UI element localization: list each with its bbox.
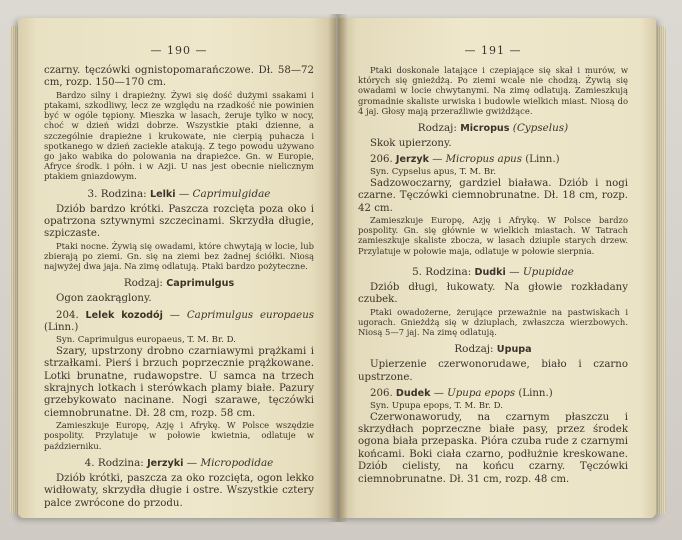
species-latin: Micropus apus bbox=[445, 154, 522, 166]
right-page bbox=[338, 18, 656, 518]
separator: — bbox=[505, 265, 523, 278]
left-page bbox=[18, 18, 336, 518]
separator: — bbox=[183, 456, 201, 469]
left-page-content bbox=[44, 44, 314, 510]
family-name: Jerzyki bbox=[147, 457, 184, 469]
book-gutter bbox=[328, 14, 348, 522]
page-number-right: — 191 — bbox=[464, 44, 522, 57]
paragraph-small: Ptaki doskonale latające i czepiające się skał i murów, w których się gnieżdżą. Po ziemi wcale nie chodzą. Żywią się owadami w locie chwytanymi. Na zimę odlatują. Zamieszkują gromadnie skaliste urwiska i budowle wielkich miast. Niosą do 4 jaj. Głosy mają przeraźliwie gwiżdżące. bbox=[358, 65, 628, 116]
family-heading-jerzyki bbox=[44, 457, 314, 470]
page-number-left: — 190 — bbox=[150, 44, 208, 57]
genus-label: Rodzaj: bbox=[454, 343, 497, 356]
species-name: Dudek bbox=[395, 388, 431, 400]
family-heading-lelki bbox=[44, 188, 314, 201]
species-authority: (Linn.) bbox=[515, 388, 553, 400]
species-authority: (Linn.) bbox=[44, 322, 79, 334]
family-label: 5. Rodzina: bbox=[412, 265, 475, 278]
genus-name: Micropus bbox=[460, 123, 510, 135]
synonym-line: Syn. Caprimulgus europaeus, T. M. Br. D. bbox=[56, 334, 236, 345]
genus-heading-caprimulgus bbox=[44, 277, 314, 290]
family-name: Dudki bbox=[474, 266, 506, 278]
species-name: Lelek kozodój bbox=[85, 309, 163, 321]
separator: — bbox=[162, 309, 187, 321]
species-number: 206. bbox=[370, 388, 396, 400]
genus-heading-micropus bbox=[358, 122, 628, 135]
genus-label: Rodzaj: bbox=[123, 277, 167, 290]
paragraph-small: Ptaki owadożerne, żerujące przeważnie na pastwiskach i ugorach. Gnieżdżą się w dziuplach, zwłaszcza wierzbowych. Niosą 5—7 jaj. Na zimę odlatują. bbox=[358, 306, 628, 338]
synonym-line: Syn. Upupa epops, T. M. Br. D. bbox=[370, 400, 503, 411]
paragraph: Czerwonaworudy, na czarnym płaszczu i skrzydłach poprzeczne białe pasy, przez środek ogona biała przepaska. Pióra czuba rude z czarnymi końcami. Boki ciała czarno, podłużnie kreskowane. Dziób cielisty, na końcu czarny. Tęczówki ciemnobrunatne. Dł. 31 cm, rozp. 48 cm. bbox=[358, 411, 628, 485]
species-authority: (Linn.) bbox=[521, 154, 560, 166]
paragraph: Szary, upstrzony drobno czarniawymi prążkami i strzałkami. Pierś i brzuch poprzecznie prążkowane. Lotki brunatne, rudawopstre. U samca na trzech skrajnych lotkach i sterówkach plamy białe. Pazury grzebykowato nacinane. Nogi szarawe, tęczówki ciemnobrunatne. Dł. 28 cm, rozp. 58 cm. bbox=[44, 345, 314, 419]
paragraph-small: Bardzo silny i drapieżny. Żywi się dość dużymi ssakami i ptakami, szkodliwy, lecz ze względu na rzadkość nie powinien być w ogóle tępiony. Mieszka w lasach, żeruje tylko w nocy, choć w dzień widzi dobrze. Wszystkie ptaki dzienne, a szczególnie drapieżne i krukowate, nie cierpią puhacza i spotkanego w dzień zaciekle atakują. Z tego powodu używano go jako wabika do polowania na drapieżce. Gn. w Europie, Afryce środk. i półn. i w Azji. U nas jest obecnie nielicznym ptakiem gniazdowym. bbox=[44, 89, 314, 182]
paragraph-small: Zamieszkuje Europę, Azję i Afrykę. W Polsce wszędzie pospolity. Przylatuje w połowie kwietnia, odlatuje w październiku. bbox=[44, 420, 314, 451]
paragraph: Dziób bardzo krótki. Paszcza rozcięta poza oko i opatrzona sztywnymi szczecinami. Skrzydła długie, szpiczaste. bbox=[44, 203, 314, 240]
genus-heading-upupa bbox=[358, 343, 628, 356]
genus-latin: (Cypselus) bbox=[509, 122, 569, 135]
species-latin: Caprimulgus europaeus bbox=[186, 309, 314, 321]
species-latin: Upupa epops bbox=[447, 388, 516, 400]
spacer bbox=[358, 256, 628, 260]
family-latin: Caprimulgidae bbox=[192, 187, 271, 200]
paragraph: Upierzenie czerwonorudawe, biało i czarno upstrzone. bbox=[358, 359, 628, 383]
species-number: 206. bbox=[370, 154, 396, 166]
family-latin: Upupidae bbox=[522, 265, 574, 278]
right-page-content bbox=[358, 44, 628, 486]
paragraph-small: Zamieszkuje Europę, Azję i Afrykę. W Polsce bardzo pospolity. Gn. się głównie w wielkich miastach. W Tatrach zamieszkuje skaliste zbocza, w lasach dziuple starych drzew. Przylatuje w połowie maja, odlatuje w połowie sierpnia. bbox=[358, 215, 628, 256]
genus-label: Rodzaj: bbox=[417, 122, 461, 135]
family-label: 3. Rodzina: bbox=[87, 187, 150, 200]
paragraph: Ogon zaokrąglony. bbox=[56, 293, 152, 305]
separator: — bbox=[428, 154, 446, 166]
paragraph-small: Ptaki nocne. Żywią się owadami, które chwytają w locie, lub zbierają po ziemi. Gn. się na ziemi bez żadnej ściółki. Niosą najwyżej dwa jaja. Na zimę odlatują. Ptaki bardzo pożyteczne. bbox=[44, 240, 314, 272]
genus-name: Caprimulgus bbox=[166, 278, 235, 290]
species-heading-204 bbox=[44, 310, 314, 335]
separator: — bbox=[175, 187, 193, 200]
family-heading-dudki bbox=[358, 266, 628, 279]
paragraph: Skok upierzony. bbox=[370, 138, 452, 150]
separator: — bbox=[430, 388, 448, 400]
paragraph: Dziób długi, łukowaty. Na głowie rozkładany czubek. bbox=[358, 281, 628, 306]
paragraph: Sadzowoczarny, gardziel biaława. Dziób i nogi czarne. Tęczówki ciemnobrunatne. Dł. 18 cm, rozp. 42 cm. bbox=[358, 177, 628, 214]
paragraph: Dziób krótki, paszcza za oko rozcięta, ogon lekko widłowaty, skrzydła długie i ostre. Wszystkie cztery palce zwrócone do przodu. bbox=[44, 472, 314, 509]
family-latin: Micropodidae bbox=[200, 456, 274, 469]
species-heading-206-dudek bbox=[358, 388, 628, 400]
species-name: Jerzyk bbox=[395, 154, 429, 166]
genus-name: Upupa bbox=[496, 344, 532, 356]
family-label: 4. Rodzina: bbox=[84, 456, 148, 469]
species-number: 204. bbox=[56, 309, 86, 321]
species-heading-206-jerzyk bbox=[358, 154, 628, 166]
paragraph: czarny. tęczówki ognistopomarańczowe. Dł. 58—72 cm, rozp. 150—170 cm. bbox=[44, 65, 314, 89]
family-name: Lelki bbox=[149, 188, 176, 200]
synonym-line: Syn. Cypselus apus, T. M. Br. bbox=[370, 166, 497, 177]
